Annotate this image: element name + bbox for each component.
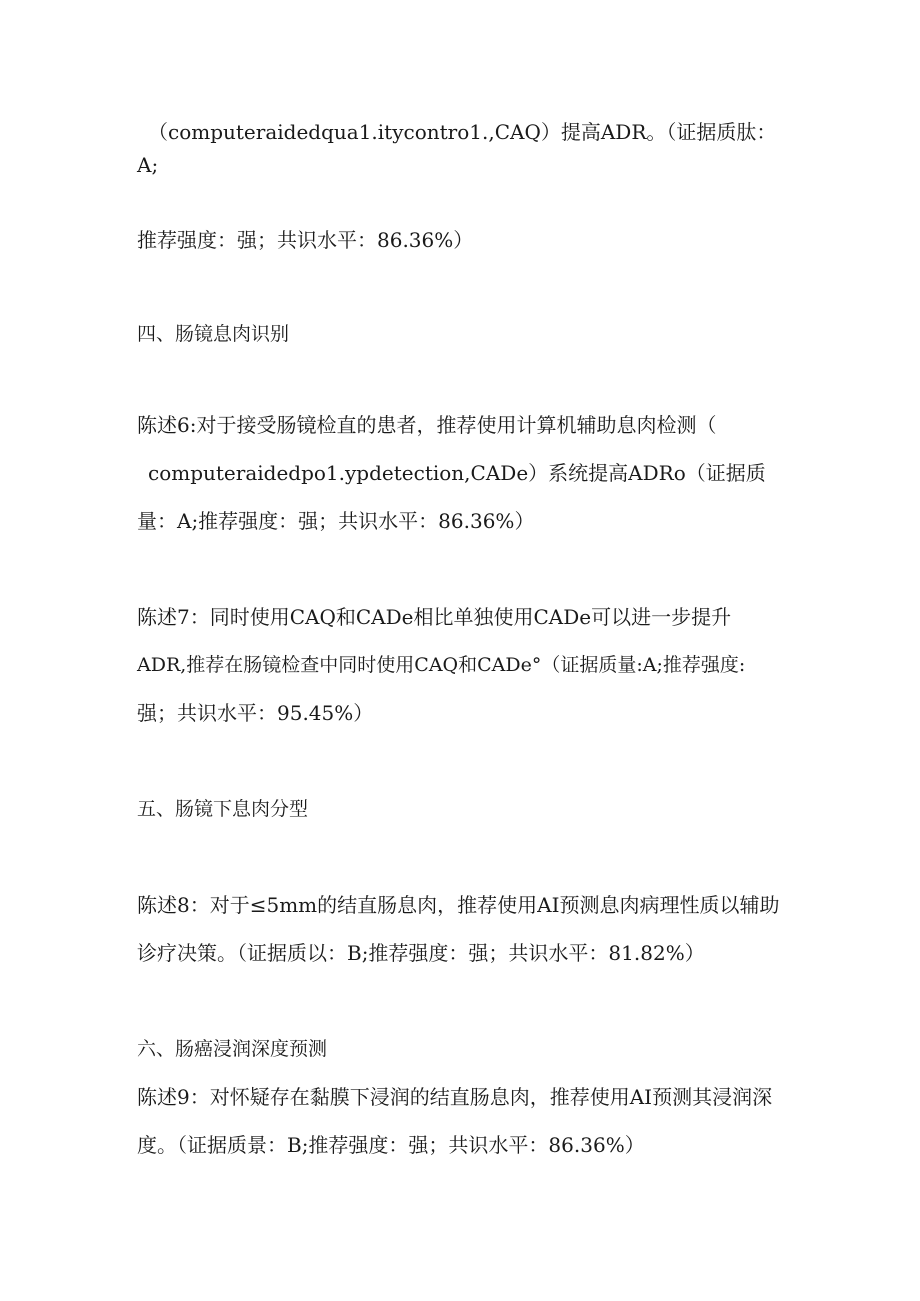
statement-7-line: 陈述7：同时使用CAQ和CADe相比单独使用CADe可以进一步提升 [137,605,732,629]
statement-7-line: 强；共识水平：95.45%） [137,701,374,725]
statement-9-line: 度。（证据质景：B;推荐强度：强；共识水平：86.36%） [137,1133,645,1157]
statement-8-line: 陈述8：对于≤5mm的结直肠息肉，推荐使用AI预测息肉病理性质以辅助 [137,893,780,917]
statement-7-line: ADR,推荐在肠镜检查中同时使用CAQ和CADe°（证据质量:A;推荐强度: [137,654,746,676]
statement-6-line: computeraidedpo1.ypdetection,CADe）系统提高ADRo（证据质 [148,461,766,485]
section-heading-4: 四、肠镜息肉识别 [137,323,290,345]
section-heading-5: 五、肠镜下息肉分型 [137,798,309,820]
paragraph-line: （computeraidedqua1.itycontro1.,CAQ）提高ADR。（证据质肽： [148,120,777,144]
statement-6-line: 陈述6:对于接受肠镜检直的患者，推荐使用计算机辅助息肉检测（ [137,413,717,437]
statement-6-line: 量：A;推荐强度：强；共识水平：86.36%） [137,509,535,533]
statement-8-line: 诊疗决策。（证据质以：B;推荐强度：强；共识水平：81.82%） [137,941,705,965]
section-heading-6: 六、肠癌浸润深度预测 [137,1038,328,1060]
statement-9-line: 陈述9：对怀疑存在黏膜下浸润的结直肠息肉，推荐使用AI预测其浸润深 [137,1085,773,1109]
paragraph-line: A; [137,153,159,177]
paragraph-line: 推荐强度：强；共识水平：86.36%） [137,228,474,252]
